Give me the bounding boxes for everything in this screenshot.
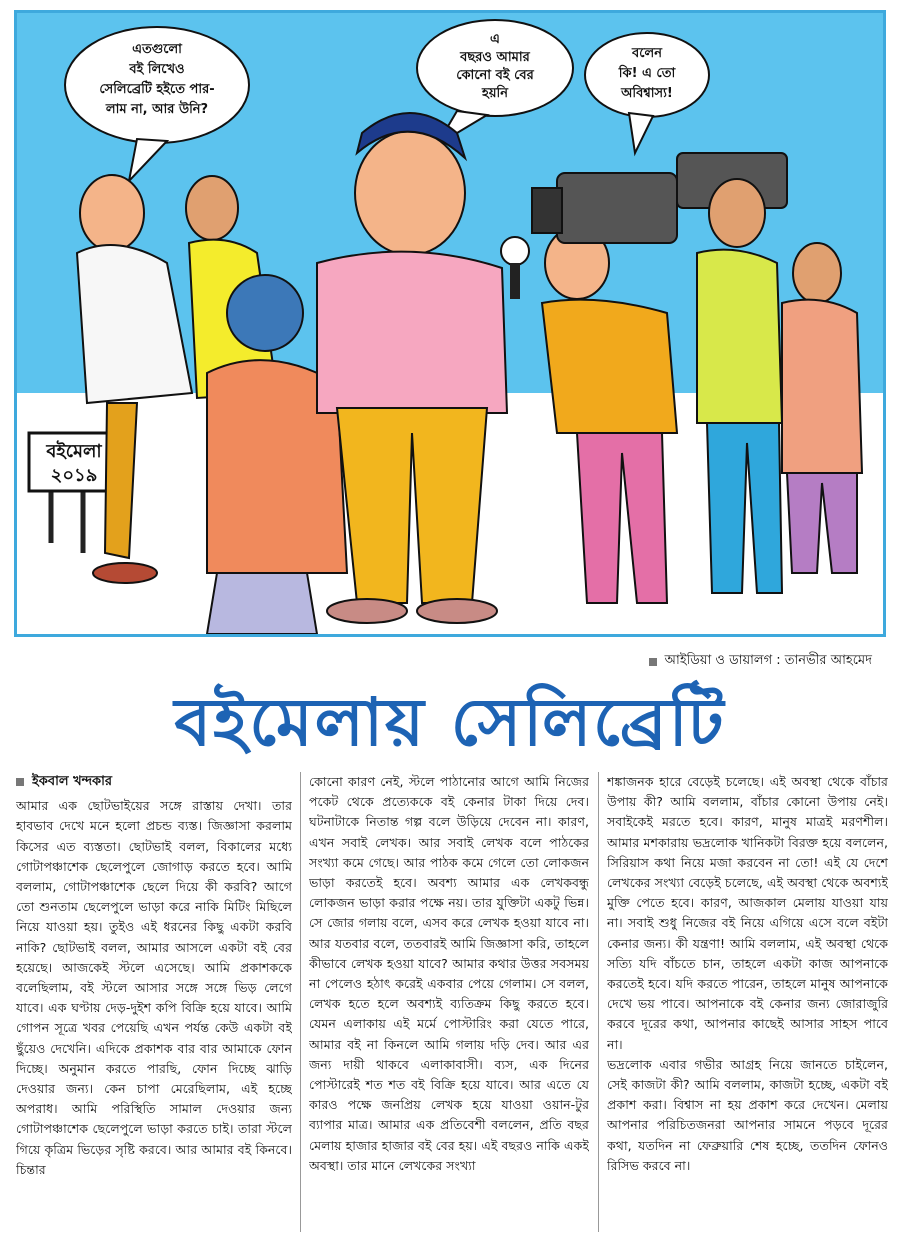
column-divider <box>300 772 301 1232</box>
headline: বইমেলায় সেলিব্রেটি <box>174 684 726 761</box>
credit-text: আইডিয়া ও ডায়ালগ : তানভীর আহমেদ <box>664 653 872 668</box>
bubble-2-line-2: বছরও আমার <box>460 50 530 65</box>
bubble-3-line-2: কি! এ তো <box>618 66 676 81</box>
cartoon-illustration <box>14 10 886 637</box>
article-column-3 <box>607 772 888 1232</box>
author-name: ইকবাল খন্দকার <box>32 774 113 789</box>
cartoon-svg <box>17 13 883 634</box>
illustration-credit <box>649 651 872 672</box>
byline <box>16 772 292 792</box>
bullet-square-icon <box>16 778 24 786</box>
article-column-2 <box>309 772 589 1232</box>
bubble-1-line-3: সেলিব্রেটি হইতে পার- <box>99 82 215 97</box>
sign-line-2: ২০১৯ <box>50 465 98 486</box>
article-column-1 <box>16 772 292 1232</box>
bubble-1-line-1: এতগুলো <box>132 42 182 57</box>
bubble-2-line-3: কোনো বই বের <box>456 68 534 83</box>
bullet-square-icon <box>649 658 657 666</box>
bubble-2-line-4: হয়নি <box>482 86 508 101</box>
sign-line-1: বইমেলা <box>46 441 102 462</box>
bubble-3-line-1: বলেন <box>632 46 662 61</box>
bubble-1-line-2: বই লিখেও <box>129 62 185 77</box>
article-paragraph: কোনো কারণ নেই, স্টলে পাঠানোর আগে আমি নিজের পকেট থেকে প্রত্যেককে বই কেনার টাকা দিয়ে দেব। ঘটনাটাকে নিতান্ত গল্প বলে উড়িয়ে দেবেন না। কারণ, এখন সবাই লেখক। আর সবাই লেখক বলে পাঠকের সংখ্যা কমে গেছে। আর পাঠক কমে গেলে তো লোকজন ভাড়া করতেই হবে। অবশ্য আমার এক লেখকবন্ধু লোকজন ভাড়া করার পক্ষে নয়। তার যুক্তিটা একটু ভিন্ন। সে জোর গলায় বলে, এসব করে লেখক হওয়া যাবে না। আর যতবার বলে, ততবারই আমি জিজ্ঞাসা করি, তাহলে কীভাবে লেখক হওয়া যাবে? আমার কথার উত্তর সবসময় না পেলেও হঠাৎ করেই একবার পেয়ে গেলাম। সে বলল, লেখক হতে হলে অবশ্যই ব্যতিক্রম কিছু করতে হবে। যেমন এলাকায় এই মর্মে পোস্টারিং করা যেতে পারে, আমার বই না কিনলে আমি গলায় দড়ি দেব। আর এর জন্য দায়ী থাকবে এলাকাবাসী। ব্যস, এক দিনের পোস্টারেই শত শত বই বিক্রি হয়ে যাবে। আর এতে যে কারও পক্ষে জনপ্রিয় লেখক হয়ে যাওয়া ওয়ান-টুর ব্যাপার মাত্র। আমার এক প্রতিবেশী বললেন, প্রতি বছর মেলায় হাজার হাজার বই বের হয়। এই বছরও নাকি একই অবস্থা। তার মানে লেখকের সংখ্যা <box>309 774 589 1173</box>
column-divider <box>598 772 599 1232</box>
article-paragraph: আমার এক ছোটভাইয়ের সঙ্গে রাস্তায় দেখা। তার হাবভাব দেখে মনে হলো প্রচন্ড ব্যস্ত। জিজ্ঞাসা করলাম কিসের এত ব্যস্ততা। ছোটভাই বলল, বিকালের মধ্যে গোটাপঞ্চাশেক ছেলেপুলে জোগাড় করতে হবে। আমি বললাম, গোটাপঞ্চাশেক ছেলে দিয়ে কী করবি? আগে তো শুনতাম ছেলেপুলে ভাড়া করে নাকি মিটিং মিছিলে নিয়ে যাওয়া হয়। তুইও এই ধরনের কিছু একটা করবি নাকি? ছোটভাই বলল, আমার আসলে একটা বই বের হয়েছে। আজকেই স্টলে এসেছে। আমি প্রকাশককে বলেছিলাম, বই স্টলে আসার সঙ্গে সঙ্গে ভিড় লেগে যাবে। এক ঘণ্টায় দেড়-দুইশ কপি বিক্রি হয়ে যাবে। আমি গোপন সূত্রে খবর পেয়েছি এখন পর্যন্ত কেউ একটা বই ছুঁয়েও দেখেনি। এদিকে প্রকাশক বার বার আমাকে ফোন দিচ্ছে। অনুমান করতে পারছি, ফোন দিচ্ছে ঝাড়ি দেওয়ার জন্য। কেন চাপা মেরেছিলাম, এই হচ্ছে অপরাধ। আমি পরিস্থিতি সামাল দেওয়ার জন্য গোটাপঞ্চাশেক ছেলেপুলে ভাড়া করতে চাই। তারা স্টলে গিয়ে কৃত্রিম ভিড়ের সৃষ্টি করবে। আর আমার বই কিনবে। চিন্তার <box>16 798 292 1177</box>
bubble-3-line-3: অবিশ্বাস্য! <box>621 86 673 101</box>
article-paragraph: শঙ্কাজনক হারে বেড়েই চলেছে। এই অবস্থা থেকে বাঁচার উপায় কী? আমি বললাম, বাঁচার কোনো উপায় নেই। সবাইকেই মরতে হবে। কারণ, মানুষ মাত্রই মরণশীল। আমার মশকারায় ভদ্রলোক খানিকটা বিরক্ত হয়ে বললেন, সিরিয়াস কথা নিয়ে মজা করবেন না তো! এই যে দেশে লেখকের সংখ্যা বেড়েই চলেছে, এই অবস্থা থেকে অবশ্যই মুক্তি পেতে হবে। কারণ, আজকাল মেলায় যাওয়া যায় না। সবাই শুধু নিজের বই নিয়ে এগিয়ে এসে বলে বইটা কেনার জন্য। কী যন্ত্রণা! আমি বললাম, এই অবস্থা থেকে সত্যি যদি বাঁচতে চান, তাহলে একটা কাজ আপনাকে করতেই হবে। যদি করতে পারেন, তাহলে মানুষ আপনাকে দেখে ভয় পাবে। আপনাকে বই কেনার জন্য জোরাজুরি করবে দূরের কথা, আপনার কাছেই আসার সাহস পাবে না। <box>607 774 888 1052</box>
article-paragraph: ভদ্রলোক এবার গভীর আগ্রহ নিয়ে জানতে চাইলেন, সেই কাজটা কী? আমি বললাম, কাজটা হচ্ছে, একটা বই প্রকাশ করা। বিশ্বাস না হয় প্রকাশ করে দেখেন। মেলায় আপনার পরিচিতজনরা আপনার সামনে পড়বে দূরের কথা, যতদিন না ফেব্রুয়ারি শেষ হচ্ছে, ততদিন ফোনও রিসিভ করবে না। <box>607 1056 888 1173</box>
bubble-1-line-4: লাম না, আর উনি? <box>105 102 209 117</box>
bubble-2-line-1: এ <box>490 32 500 47</box>
